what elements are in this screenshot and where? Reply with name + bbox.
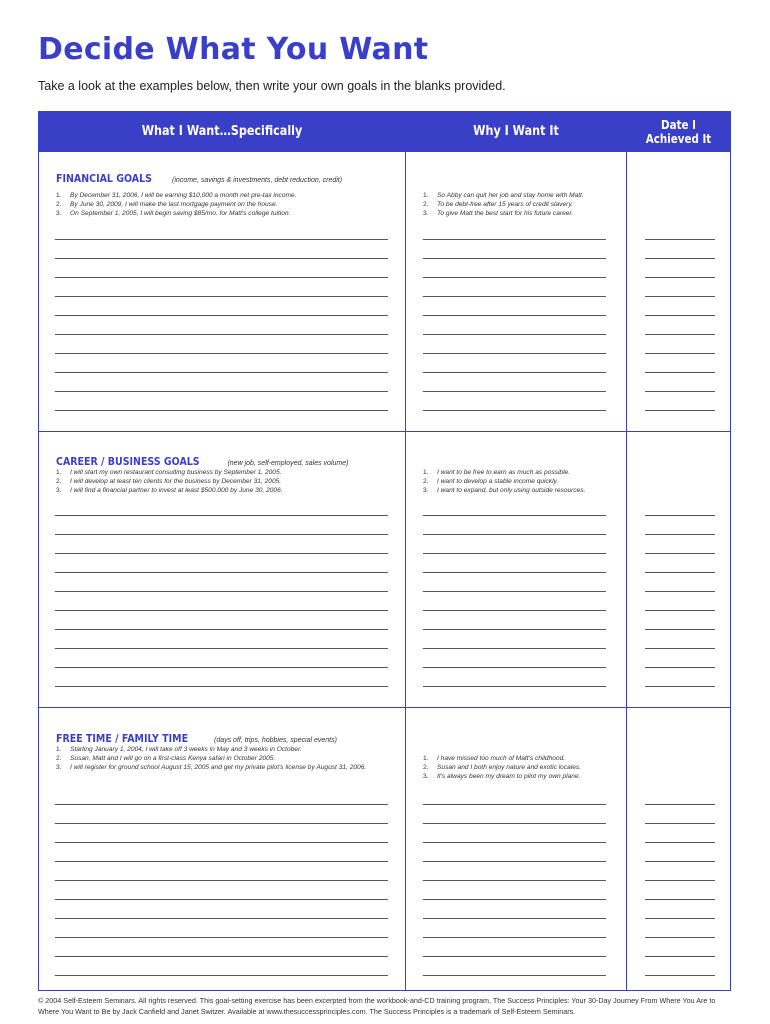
blank-line-what[interactable] <box>55 515 388 516</box>
list-item: 1. I want to be free to earn as much as possible. <box>423 469 571 476</box>
blank-line-why[interactable] <box>423 880 606 881</box>
blank-line-date[interactable] <box>645 553 715 554</box>
blank-line-date[interactable] <box>645 937 715 938</box>
blank-line-what[interactable] <box>55 277 388 278</box>
blank-line-date[interactable] <box>645 410 715 411</box>
example-list-why <box>423 468 623 496</box>
blank-line-date[interactable] <box>645 823 715 824</box>
blank-line-why[interactable] <box>423 937 606 938</box>
blank-line-date[interactable] <box>645 956 715 957</box>
blank-line-date[interactable] <box>645 239 715 240</box>
blank-line-why[interactable] <box>423 975 606 976</box>
blank-line-what[interactable] <box>55 572 388 573</box>
blank-line-why[interactable] <box>423 410 606 411</box>
instructions: Take a look at the examples below, then write your own goals in the blanks provided. <box>38 79 506 93</box>
blank-line-why[interactable] <box>423 667 606 668</box>
blank-line-date[interactable] <box>645 918 715 919</box>
blank-line-why[interactable] <box>423 956 606 957</box>
blank-line-why[interactable] <box>423 315 606 316</box>
section-hint: (new job, self-employed, sales volume) <box>227 460 349 467</box>
blank-line-why[interactable] <box>423 372 606 373</box>
list-item: 2. I will develop at least ten clients for the business by December 31, 2005. <box>56 478 282 486</box>
blank-line-what[interactable] <box>55 315 388 316</box>
blank-line-what[interactable] <box>55 937 388 938</box>
list-item: 1. Starting January 1, 2004, I will take off 3 weeks in May and 3 weeks in October. <box>56 746 302 753</box>
list-item: 3. I will find a financial partner to invest at least $500,000 by June 30, 2006. <box>56 487 283 495</box>
blank-line-date[interactable] <box>645 975 715 976</box>
blank-line-date[interactable] <box>645 899 715 900</box>
header-date: Date I Achieved It <box>645 118 712 146</box>
blank-line-why[interactable] <box>423 899 606 900</box>
list-item: 3. To give Matt the best start for his future career. <box>423 210 574 218</box>
blank-line-date[interactable] <box>645 372 715 373</box>
example-list-why <box>423 754 623 782</box>
blank-line-why[interactable] <box>423 572 606 573</box>
blank-line-date[interactable] <box>645 610 715 611</box>
list-item: 3. It's always been my dream to pilot my own plane. <box>423 773 581 781</box>
blank-line-date[interactable] <box>645 667 715 668</box>
blank-line-date[interactable] <box>645 880 715 881</box>
blank-line-what[interactable] <box>55 391 388 392</box>
section-hint: (income, savings & investments, debt reduction, credit) <box>172 177 343 184</box>
section-divider <box>39 707 730 708</box>
list-item: 2. I want to develop a stable income quickly. <box>423 478 559 486</box>
blank-line-what[interactable] <box>55 610 388 611</box>
section-hint: (days off, trips, hobbies, special events) <box>213 737 337 744</box>
blank-line-what[interactable] <box>55 880 388 881</box>
example-list-what <box>56 191 396 219</box>
column-divider <box>626 112 627 990</box>
blank-line-date[interactable] <box>645 296 715 297</box>
blank-line-date[interactable] <box>645 315 715 316</box>
list-item: 1. I will start my own restaurant consulting business by September 1, 2005. <box>56 469 282 476</box>
blank-line-what[interactable] <box>55 804 388 805</box>
blank-line-what[interactable] <box>55 296 388 297</box>
blank-line-date[interactable] <box>645 572 715 573</box>
blank-line-why[interactable] <box>423 353 606 354</box>
blank-line-why[interactable] <box>423 277 606 278</box>
section-divider <box>39 431 730 432</box>
blank-line-what[interactable] <box>55 372 388 373</box>
list-item: 2. Susan, Matt and I will go on a first-class Kenya safari in October 2005. <box>56 755 276 763</box>
blank-line-date[interactable] <box>645 686 715 687</box>
blank-line-what[interactable] <box>55 918 388 919</box>
list-item: 1. So Abby can quit her job and stay home with Matt. <box>423 192 584 199</box>
blank-line-date[interactable] <box>645 629 715 630</box>
blank-line-date[interactable] <box>645 277 715 278</box>
header-why: Why I Want It <box>473 124 559 139</box>
blank-line-why[interactable] <box>423 918 606 919</box>
blank-line-what[interactable] <box>55 410 388 411</box>
blank-line-what[interactable] <box>55 975 388 976</box>
page-title: Decide What You Want <box>38 32 429 67</box>
blank-line-date[interactable] <box>645 391 715 392</box>
header-what: What I Want…Specifically <box>141 124 303 139</box>
section-name: CAREER / BUSINESS GOALS <box>56 455 200 468</box>
blank-line-what[interactable] <box>55 629 388 630</box>
blank-line-why[interactable] <box>423 648 606 649</box>
section-heading <box>56 169 342 187</box>
section-name: FREE TIME / FAMILY TIME <box>56 732 189 745</box>
blank-line-why[interactable] <box>423 823 606 824</box>
blank-line-what[interactable] <box>55 667 388 668</box>
blank-line-date[interactable] <box>645 258 715 259</box>
list-item: 2. To be debt-free after 15 years of credit slavery. <box>423 201 573 209</box>
list-item: 2. By June 30, 2009, I will make the last mortgage payment on the house. <box>56 201 278 209</box>
blank-line-what[interactable] <box>55 686 388 687</box>
blank-line-why[interactable] <box>423 239 606 240</box>
goals-table <box>38 111 731 991</box>
blank-line-why[interactable] <box>423 629 606 630</box>
blank-line-why[interactable] <box>423 553 606 554</box>
section-name: FINANCIAL GOALS <box>56 172 152 185</box>
blank-line-date[interactable] <box>645 334 715 335</box>
blank-line-what[interactable] <box>55 553 388 554</box>
blank-line-why[interactable] <box>423 258 606 259</box>
blank-line-what[interactable] <box>55 861 388 862</box>
blank-line-what[interactable] <box>55 353 388 354</box>
list-item: 3. I want to expand, but only using outside resources. <box>423 487 586 495</box>
blank-line-what[interactable] <box>55 648 388 649</box>
blank-line-what[interactable] <box>55 258 388 259</box>
list-item: 1. I have missed too much of Matt's childhood. <box>423 755 566 762</box>
blank-line-what[interactable] <box>55 334 388 335</box>
blank-line-what[interactable] <box>55 239 388 240</box>
blank-line-date[interactable] <box>645 353 715 354</box>
list-item: 3. I will register for ground school August 15, 2005 and get my private pilot's license by August 31, 2006. <box>56 764 367 772</box>
blank-line-date[interactable] <box>645 515 715 516</box>
copyright-footer: © 2004 Self-Esteem Seminars. All rights reserved. This goal-setting exercise has been excerpted from the workbook-and-CD training program, The Success Principles: Your 30-Day Journey From Where You Are to Where You Want to Be by Jack Canfield and Janet Switzer. Available at www.thesuccessprinciples.com. The Success Principles is a trademark of Self-Esteem Seminars. <box>38 996 716 1016</box>
list-item: 3. On September 1, 2005, I will begin saving $85/mo. for Matt's college tuition. <box>56 210 291 218</box>
blank-line-why[interactable] <box>423 296 606 297</box>
blank-line-why[interactable] <box>423 334 606 335</box>
blank-line-why[interactable] <box>423 591 606 592</box>
blank-line-why[interactable] <box>423 842 606 843</box>
blank-line-why[interactable] <box>423 686 606 687</box>
blank-line-what[interactable] <box>55 823 388 824</box>
blank-line-date[interactable] <box>645 534 715 535</box>
blank-line-date[interactable] <box>645 861 715 862</box>
blank-line-what[interactable] <box>55 899 388 900</box>
blank-line-date[interactable] <box>645 591 715 592</box>
blank-line-why[interactable] <box>423 534 606 535</box>
example-list-what <box>56 468 396 496</box>
blank-line-date[interactable] <box>645 648 715 649</box>
blank-line-date[interactable] <box>645 804 715 805</box>
blank-line-why[interactable] <box>423 804 606 805</box>
blank-line-why[interactable] <box>423 515 606 516</box>
blank-line-what[interactable] <box>55 534 388 535</box>
blank-line-what[interactable] <box>55 842 388 843</box>
example-list-what <box>56 745 386 773</box>
blank-line-what[interactable] <box>55 956 388 957</box>
blank-line-why[interactable] <box>423 610 606 611</box>
blank-line-date[interactable] <box>645 842 715 843</box>
example-list-why <box>423 191 623 219</box>
column-divider <box>405 112 406 990</box>
list-item: 2. Susan and I both enjoy nature and exotic locales. <box>423 764 582 772</box>
blank-line-why[interactable] <box>423 391 606 392</box>
list-item: 1. By December 31, 2006, I will be earning $10,000 a month net pre-tax income. <box>56 192 297 199</box>
blank-line-what[interactable] <box>55 591 388 592</box>
blank-line-why[interactable] <box>423 861 606 862</box>
